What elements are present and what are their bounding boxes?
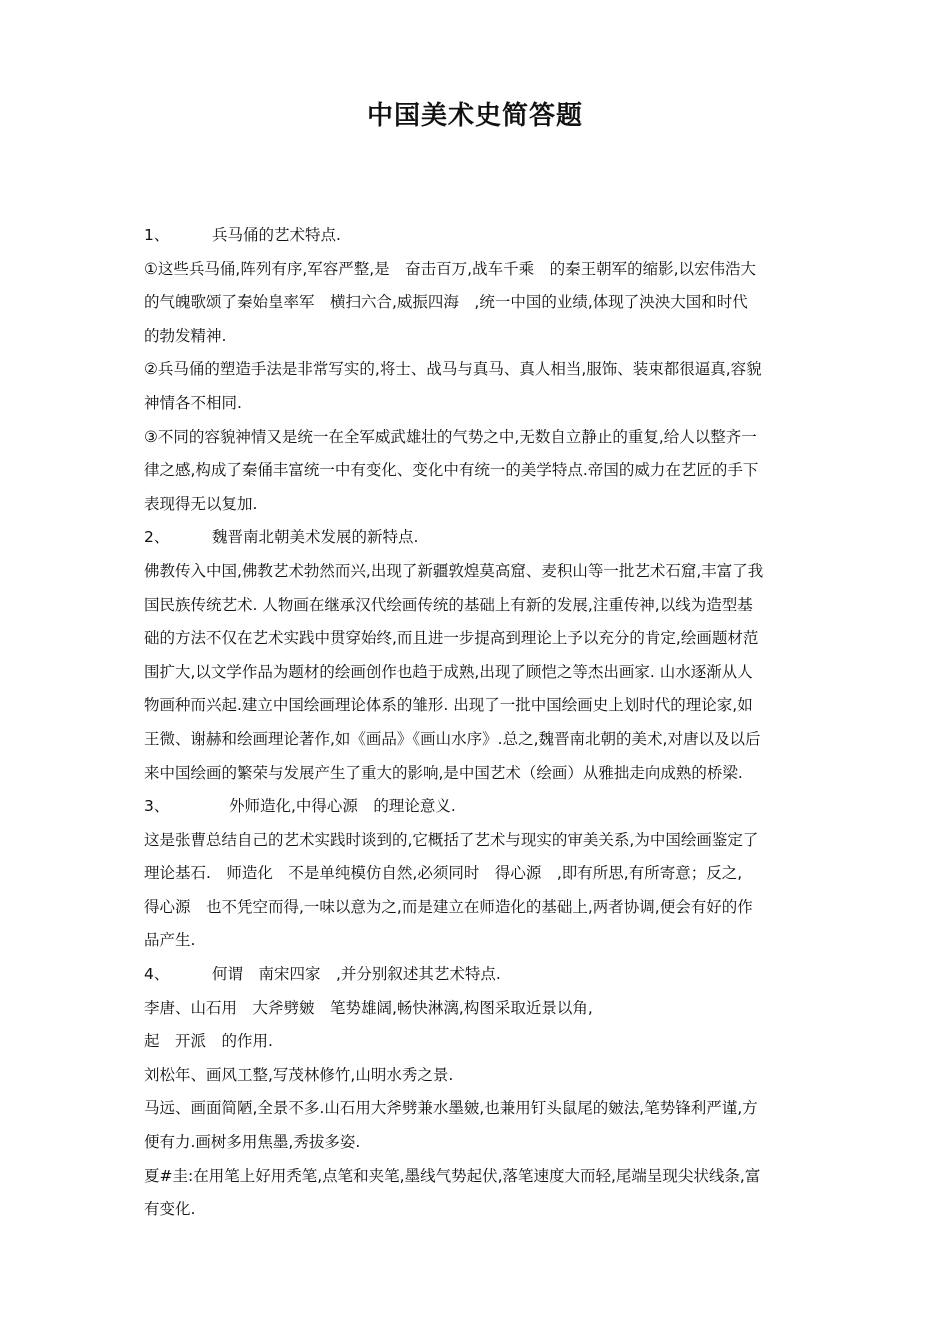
paragraph-line: 王微、谢赫和绘画理论著作,如《画品》《画山水序》.总之,魏晋南北朝的美术,对唐以及以后 <box>144 729 761 748</box>
paragraph-line: 的气魄歌颂了秦始皇率军 横扫六合,威振四海 ,统一中国的业绩,体现了泱泱大国和时代 <box>144 293 748 312</box>
paragraph-line: 李唐、山石用 大斧劈皴 笔势雄阔,畅快淋漓,构图采取近景以角, <box>144 998 593 1017</box>
paragraph-line: 神情各不相同. <box>144 393 242 412</box>
page-title: 中国美术史简答题 <box>366 101 583 131</box>
paragraph-line: 马远、画面简陋,全景不多.山石用大斧劈兼水墨皴,也兼用钉头鼠尾的皴法,笔势锋利严谨,方 <box>144 1099 758 1118</box>
paragraph-line: 这是张曹总结自己的艺术实践时谈到的,它概括了艺术与现实的审美关系,为中国绘画鉴定了 <box>144 830 759 849</box>
question-text: 外师造化,中得心源 的理论意义. <box>229 797 456 816</box>
paragraph-line: 国民族传统艺术. 人物画在继承汉代绘画传统的基础上有新的发展,注重传神,以线为造型基 <box>144 595 753 614</box>
document-body <box>144 219 810 1227</box>
paragraph-line: ③不同的容貌神情又是统一在全军威武雄壮的气势之中,无数自立静止的重复,给人以整齐一 <box>144 427 757 446</box>
paragraph-line: 础的方法不仅在艺术实践中贯穿始终,而且进一步提高到理论上予以充分的肯定,绘画题材范 <box>144 629 759 648</box>
question-text: 魏晋南北朝美术发展的新特点. <box>212 528 419 547</box>
paragraph-line: 律之感,构成了秦俑丰富统一中有变化、变化中有统一的美学特点.帝国的威力在艺匠的手下 <box>144 461 759 480</box>
paragraph-line: 夏#圭:在用笔上好用秃笔,点笔和夹笔,墨线气势起伏,落笔速度大而轻,尾端呈现尖状线条,富 <box>144 1166 761 1185</box>
question-heading <box>144 521 810 555</box>
paragraph-line: 的勃发精神. <box>144 326 227 345</box>
paragraph-line: 起 开派 的作用. <box>144 1032 273 1051</box>
paragraph-line: ②兵马俑的塑造手法是非常写实的,将士、战马与真马、真人相当,服饰、装束都很逼真,容貌 <box>144 360 762 379</box>
question-heading <box>144 958 810 992</box>
paragraph-line: 得心源 也不凭空而得,一味以意为之,而是建立在师造化的基础上,两者协调,便会有好的作 <box>144 897 753 916</box>
question-heading <box>144 790 810 824</box>
question-number: 3、 <box>144 797 170 816</box>
question-text: 何谓 南宋四家 ,并分别叙述其艺术特点. <box>212 965 501 984</box>
paragraph-line: 便有力.画树多用焦墨,秀拔多姿. <box>144 1133 361 1152</box>
paragraph-line: 刘松年、画风工整,写茂林修竹,山明水秀之景. <box>144 1065 454 1084</box>
paragraph-line: 有变化. <box>144 1200 196 1219</box>
question-number: 2、 <box>144 528 170 547</box>
paragraph-line: 来中国绘画的繁荣与发展产生了重大的影响,是中国艺术（绘画）从雅拙走向成熟的桥梁. <box>144 763 743 782</box>
paragraph-line: 佛教传入中国,佛教艺术勃然而兴,出现了新疆敦煌莫高窟、麦积山等一批艺术石窟,丰富了我 <box>144 561 764 580</box>
paragraph-line: ①这些兵马俑,阵列有序,军容严整,是 奋击百万,战车千乘 的秦王朝军的缩影,以宏伟浩大 <box>144 259 757 278</box>
paragraph-line: 物画种而兴起.建立中国绘画理论体系的雏形. 出现了一批中国绘画史上划时代的理论家,如 <box>144 696 753 715</box>
question-number: 4、 <box>144 965 170 984</box>
paragraph-line: 理论基石. 师造化 不是单纯模仿自然,必须同时 得心源 ,即有所思,有所寄意；反之, <box>144 864 743 883</box>
paragraph-line: 品产生. <box>144 931 196 950</box>
question-heading <box>144 219 810 253</box>
paragraph-line: 表现得无以复加. <box>144 494 258 513</box>
question-number: 1、 <box>144 226 170 244</box>
paragraph-line: 围扩大,以文学作品为题材的绘画创作也趋于成熟,出现了顾恺之等杰出画家. 山水逐渐从人 <box>144 662 753 681</box>
question-text: 兵马俑的艺术特点. <box>212 226 341 244</box>
